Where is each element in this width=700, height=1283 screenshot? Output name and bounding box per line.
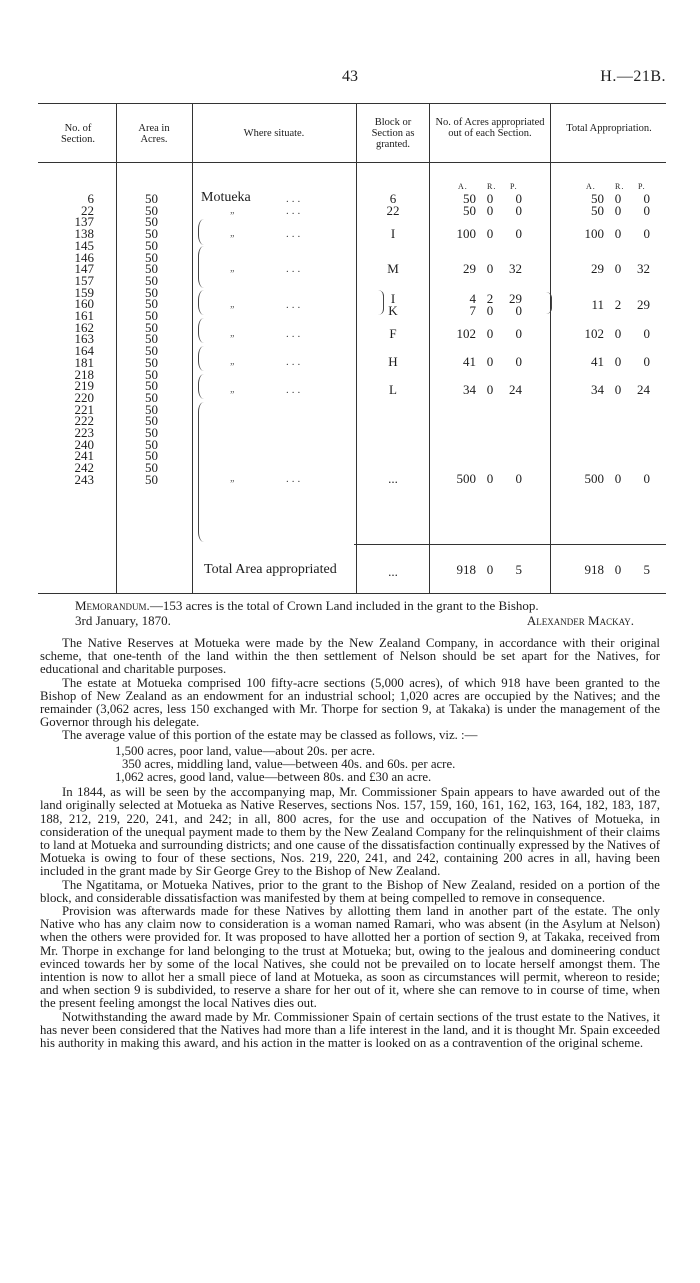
header-block: Block or Section as granted.	[371, 117, 415, 150]
grand-total-roods: 0	[614, 562, 622, 577]
bracket	[198, 246, 205, 288]
block-label: I	[390, 226, 396, 241]
header-where-situate: Where situate.	[243, 128, 305, 139]
total-roods-value: 2	[614, 297, 622, 312]
block-label: F	[389, 326, 397, 341]
block-label: H	[388, 354, 398, 369]
total-block: ...	[388, 564, 398, 579]
total-acres-value: 50	[591, 203, 604, 218]
perches-value: 0	[515, 326, 522, 341]
block-label: I	[390, 291, 396, 306]
total-acres-value: 29	[591, 261, 604, 276]
total-acres-value: 41	[591, 354, 604, 369]
total-perches-value: 0	[643, 191, 650, 206]
total-acres-value: 50	[591, 191, 604, 206]
leader-dots: ...	[286, 328, 304, 340]
leader-dots: ...	[286, 193, 304, 205]
section-number: 22	[81, 202, 94, 218]
col-divider	[356, 103, 357, 594]
roods-value: 2	[486, 291, 494, 306]
total-perches: 5	[515, 562, 522, 577]
memorandum	[75, 598, 650, 613]
ditto-mark: „	[230, 356, 236, 367]
arp-a: A.	[586, 182, 596, 191]
report-body	[40, 637, 660, 1050]
section-number: 181	[74, 354, 94, 370]
area-acres: 50	[145, 296, 158, 312]
total-roods-value: 0	[614, 382, 622, 397]
arp-p: P.	[510, 182, 518, 191]
value-line: 1,062 acres, good land, value—between 80s. and £30 an acre.	[115, 770, 432, 785]
section-number: 219	[74, 378, 94, 394]
memo-signature: Alexander Mackay.	[526, 613, 634, 628]
area-acres: 50	[145, 261, 158, 277]
roods-value: 0	[486, 382, 494, 397]
area-acres: 50	[145, 425, 158, 440]
roods-value: 0	[486, 303, 494, 318]
paragraph: Notwithstanding the award made by Mr. Commissioner Spain of certain sections of the trust estate to the Natives, it has never been considered that the Natives had more than a life interest in the land, and it is thought Mr. Spain exceeded his authority in making this award, and his action in the matter is looked on as a contravention of the original scheme.	[40, 1009, 660, 1051]
paragraph: Provision was afterwards made for these Natives by allotting them land in another part of the estate. The only Native who has any claim now to consideration is a woman named Ramari, who was absent (in the Asylum at Nelson) when the others were provided for. It was proposed to have allotted her a portion of section 9, at Takaka, received from Mr. Thorpe in exchange for land belonging to the trust at Motueka; but, owing to the jealous and domineering conduct evinced towards her by some of the local Natives, she could not be prevailed on to locate herself amongst them. The intention is now to allot her a small piece of land at Motueka, as soon as circumstances will permit, whereon to reside; and when section 9 is subdivided, to reserve a share for her out of it, where she can remove to in course of time, when the present feeling amongst the local Natives dies out.	[40, 904, 660, 1011]
acres-value: 50	[463, 191, 476, 206]
bracket	[198, 290, 205, 315]
memo-text: —153 acres is the total of Crown Land included in the grant to the Bishop.	[149, 598, 539, 613]
section-number: 164	[74, 343, 94, 359]
memo-footer	[75, 613, 650, 628]
area-acres: 50	[145, 202, 158, 218]
col-divider	[550, 103, 551, 594]
block-label: M	[387, 261, 399, 276]
arp-r: R.	[615, 182, 625, 191]
area-acres: 50	[145, 319, 158, 335]
acres-value: 4	[469, 291, 476, 306]
where-motueka: Motueka	[201, 190, 251, 205]
table-top-rule	[38, 103, 666, 104]
section-number: 223	[74, 425, 94, 440]
ditto-mark: „	[230, 228, 236, 239]
header-total: Total Appropriation.	[566, 123, 652, 134]
section-number: 241	[74, 448, 94, 464]
arp-a: A.	[458, 182, 468, 191]
total-roods-value: 0	[614, 261, 622, 276]
acres-value: 50	[463, 203, 476, 218]
acres-value: 34	[463, 382, 476, 397]
total-perches-value: 32	[637, 261, 650, 276]
area-acres: 50	[145, 460, 158, 476]
perches-value: 0	[515, 354, 522, 369]
area-acres: 50	[145, 354, 158, 370]
paragraph: The Native Reserves at Motueka were made by the New Zealand Company, in accordance with their original scheme, that one-tenth of the land within the then settlement of Nelson should be set apart for the Natives, for educational and charitable purposes.	[40, 636, 660, 677]
block-label: 22	[386, 203, 400, 218]
roods-value: 0	[486, 354, 494, 369]
ditto-mark: „	[230, 299, 236, 310]
section-number: 243	[74, 471, 94, 487]
grand-total-acres: 918	[584, 562, 604, 577]
area-acres: 50	[145, 237, 158, 253]
arp-r: R.	[487, 182, 497, 191]
roods-value: 0	[486, 226, 494, 241]
bracket	[198, 318, 205, 343]
section-number: 157	[74, 272, 94, 288]
perches-value: 29	[509, 291, 522, 306]
area-acres: 50	[145, 413, 158, 429]
area-acres: 50	[145, 448, 158, 464]
area-acres: 50	[145, 401, 158, 417]
total-roods-value: 0	[614, 354, 622, 369]
bracket	[546, 292, 552, 314]
area-acres: 50	[145, 378, 158, 394]
bracket	[198, 346, 205, 371]
roods-value: 0	[486, 326, 494, 341]
section-number: 161	[74, 308, 94, 323]
bracket	[198, 402, 205, 542]
acres-value: 100	[456, 226, 476, 241]
total-acres-value: 100	[584, 226, 604, 241]
perches-value: 0	[515, 203, 522, 218]
section-number: 138	[74, 226, 94, 242]
total-perches-value: 0	[643, 326, 650, 341]
total-acres-value: 34	[591, 382, 604, 397]
section-number: 146	[74, 249, 94, 265]
total-roods-value: 0	[614, 191, 622, 206]
section-number: 242	[74, 460, 94, 476]
perches-value: 32	[509, 261, 522, 276]
value-line: 350 acres, middling land, value—between 40s. and 60s. per acre.	[122, 756, 456, 771]
bracket	[198, 374, 205, 399]
acres-value: 500	[456, 471, 476, 486]
appropriation-table	[38, 103, 666, 594]
section-number: 160	[74, 296, 94, 312]
table-bottom-rule	[38, 593, 666, 594]
memo-label: Memorandum.	[75, 598, 150, 613]
total-perches-value: 0	[643, 203, 650, 218]
total-acres-value: 102	[584, 326, 604, 341]
acres-value: 7	[469, 303, 476, 318]
total-rule	[354, 544, 666, 545]
leader-dots: ...	[286, 384, 304, 396]
section-number: 163	[74, 331, 94, 347]
leader-dots: ...	[286, 473, 304, 485]
area-acres: 50	[145, 389, 158, 405]
perches-value: 0	[515, 191, 522, 206]
roods-value: 0	[486, 191, 494, 206]
section-number: 222	[74, 413, 94, 429]
section-number: 221	[74, 401, 94, 417]
perches-value: 0	[515, 471, 522, 486]
value-line: 1,500 acres, poor land, value—about 20s. per acre.	[115, 743, 376, 758]
leader-dots: ...	[286, 299, 304, 311]
acres-value: 29	[463, 261, 476, 276]
paragraph: The average value of this portion of the estate may be classed as follows, viz. :—	[62, 728, 478, 743]
leader-dots: ...	[286, 263, 304, 275]
total-roods: 0	[486, 562, 494, 577]
leader-dots: ...	[286, 228, 304, 240]
total-roods-value: 0	[614, 326, 622, 341]
block-label: L	[389, 382, 397, 397]
section-number: 220	[74, 389, 94, 405]
block-label: ...	[388, 471, 398, 486]
header-section-no: No. of Section.	[60, 123, 96, 145]
bracket	[198, 219, 205, 245]
arp-p: P.	[638, 182, 646, 191]
ditto-mark: „	[230, 384, 236, 395]
perches-value: 0	[515, 303, 522, 318]
roods-value: 0	[486, 471, 494, 486]
section-number: 137	[74, 214, 94, 230]
grand-total-perches: 5	[643, 562, 650, 577]
area-acres: 50	[145, 366, 158, 382]
total-perches-value: 24	[637, 382, 650, 397]
col-divider	[192, 103, 193, 594]
total-roods-value: 0	[614, 471, 622, 486]
area-acres: 50	[145, 284, 158, 300]
roods-value: 0	[486, 203, 494, 218]
block-label: 6	[389, 191, 397, 206]
total-acres-value: 500	[584, 471, 604, 486]
section-number: 162	[74, 319, 94, 335]
perches-value: 0	[515, 226, 522, 241]
page-number: 43	[342, 68, 358, 85]
total-perches-value: 0	[643, 471, 650, 486]
ditto-mark: „	[230, 263, 236, 274]
header-bottom-rule	[38, 162, 666, 163]
area-acres: 50	[145, 471, 158, 487]
paragraph: The Ngatitama, or Motueka Natives, prior to the grant to the Bishop of New Zealand, resided on a portion of the block, and considerable dissatisfaction was manifested by them at being compelled to remove in consequence.	[40, 877, 660, 905]
section-number: 159	[74, 284, 94, 300]
section-number: 240	[74, 436, 94, 452]
paragraph: The estate at Motueka comprised 100 fifty-acre sections (5,000 acres), of which 918 have been granted to the Bishop of New Zealand as an endowment for an industrial school; 1,020 acres are occupied by the Natives; and the remainder (3,062 acres, less 150 exchanged with Mr. Thorpe for section 9, at Takaka) is under the management of the Governor through his delegate.	[40, 675, 660, 730]
area-acres: 50	[145, 249, 158, 265]
total-perches-value: 0	[643, 226, 650, 241]
section-number: 147	[74, 261, 94, 277]
block-label: K	[388, 303, 398, 318]
col-divider	[429, 103, 430, 594]
section-number: 145	[74, 237, 94, 253]
acres-value: 41	[463, 354, 476, 369]
total-perches-value: 0	[643, 354, 650, 369]
col-divider	[116, 103, 117, 594]
section-number: 218	[74, 366, 94, 382]
paragraph: In 1844, as will be seen by the accompanying map, Mr. Commissioner Spain appears to have awarded out of the land originally selected at Motueka as Native Reserves, sections Nos. 157, 159, 160, 161, 162, 163, 164, 182, 183, 187, 188, 212, 219, 220, 241, and 242; in all, 800 acres, for the use and occupation of the Natives of Motueka, in consideration of the unequal payment made to them by the New Zealand Company for the relinquishment of their claims to land at Motueka and surrounding districts; and one cause of the dissatisfaction continually expressed by the Natives of Motueka is owing to four of these sections, Nos. 219, 220, 241, and 242, containing 200 acres in all, having been included in the grant made by Sir George Grey to the Bishop of New Zealand.	[40, 785, 660, 879]
area-acres: 50	[145, 214, 158, 230]
area-acres: 50	[145, 343, 158, 359]
total-acres: 918	[456, 562, 476, 577]
ditto-mark: „	[230, 473, 236, 484]
total-roods-value: 0	[614, 226, 622, 241]
section-number: 6	[87, 191, 94, 206]
ditto-mark: „	[230, 328, 236, 339]
total-acres-value: 11	[591, 297, 604, 312]
area-acres: 50	[145, 191, 158, 206]
header-area: Area in Acres.	[138, 123, 170, 145]
memo-date: 3rd January, 1870.	[75, 613, 171, 628]
perches-value: 24	[509, 382, 522, 397]
roods-value: 0	[486, 261, 494, 276]
area-acres: 50	[145, 331, 158, 347]
area-acres: 50	[145, 272, 158, 288]
header-appropriated: No. of Acres appropriated out of each Section.	[435, 117, 545, 139]
total-roods-value: 0	[614, 203, 622, 218]
total-perches-value: 29	[637, 297, 650, 312]
area-acres: 50	[145, 436, 158, 452]
total-label: Total Area appropriated	[204, 562, 337, 577]
area-acres: 50	[145, 308, 158, 323]
leader-dots: ...	[286, 205, 304, 217]
leader-dots: ...	[286, 356, 304, 368]
acres-value: 102	[456, 326, 476, 341]
area-acres: 50	[145, 226, 158, 242]
document-code: H.—21B.	[600, 68, 666, 85]
ditto-mark: „	[230, 205, 236, 216]
